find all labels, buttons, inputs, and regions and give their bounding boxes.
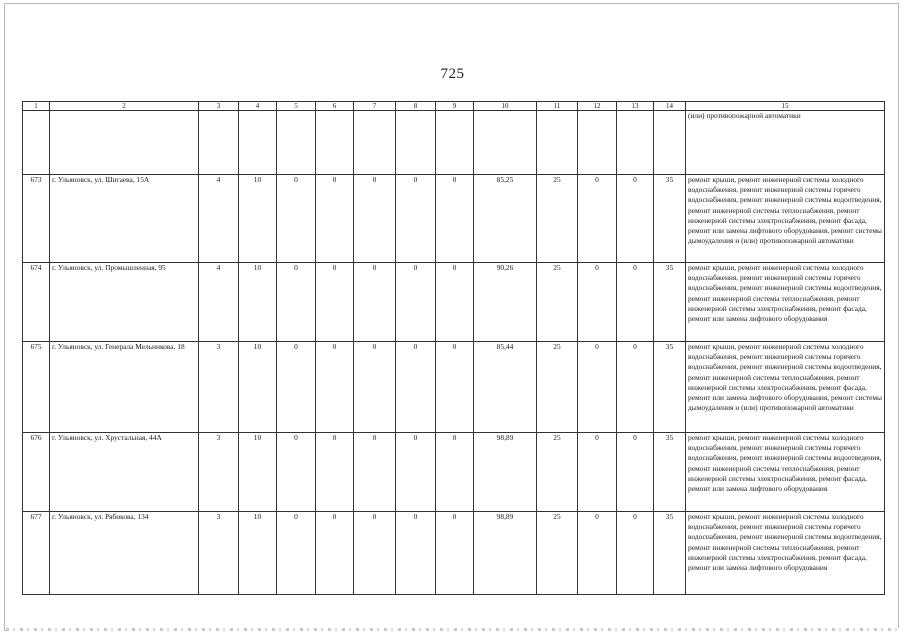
works-list: ремонт крыши, ремонт инженерной системы холодного водоснабжения, ремонт инженерной системы горячего водоснабжения, ремонт инженерной системы водоотведения, ремонт инженерной системы теплоснабжения, ремонт инженерной системы электроснабжения, ремонт фасада, ремонт или замена лифтового оборудования, ремонт системы дымоудаления и (или) противопожарной автоматики xyxy=(686,175,885,263)
cell xyxy=(654,111,686,175)
value-cell: 0 xyxy=(396,512,436,595)
value-cell: 25 xyxy=(537,512,578,595)
works-list: ремонт крыши, ремонт инженерной системы холодного водоснабжения, ремонт инженерной системы горячего водоснабжения, ремонт инженерной системы водоотведения, ремонт инженерной системы теплоснабжения, ремонт инженерной системы электроснабжения, ремонт фасада, ремонт или замена лифтового оборудования, ремонт системы дымоудаления и (или) противопожарной автоматики xyxy=(686,342,885,433)
works-list: (или) противопожарной автоматики xyxy=(686,111,885,175)
value-cell: 0 xyxy=(436,512,474,595)
works-list: ремонт крыши, ремонт инженерной системы холодного водоснабжения, ремонт инженерной системы горячего водоснабжения, ремонт инженерной системы водоотведения, ремонт инженерной системы теплоснабжения, ремонт инженерной системы электроснабжения, ремонт фасада, ремонт или замена лифтового оборудования xyxy=(686,433,885,512)
value-cell: 0 xyxy=(617,342,654,433)
row-number: 677 xyxy=(23,512,50,595)
value-cell: 0 xyxy=(396,433,436,512)
column-header: 9 xyxy=(436,102,474,111)
address: г. Ульяновск, ул. Шигаева, 15А xyxy=(50,175,199,263)
cell xyxy=(50,111,199,175)
address: г. Ульяновск, ул. Промышленная, 95 xyxy=(50,263,199,342)
value-cell: 10 xyxy=(239,342,277,433)
cell xyxy=(474,111,537,175)
column-header: 3 xyxy=(199,102,239,111)
value-cell: 98,89 xyxy=(474,433,537,512)
value-cell: 35 xyxy=(654,342,686,433)
column-header: 2 xyxy=(50,102,199,111)
value-cell: 35 xyxy=(654,175,686,263)
cell xyxy=(277,111,316,175)
value-cell: 10 xyxy=(239,175,277,263)
table-row xyxy=(23,342,885,433)
column-header: 10 xyxy=(474,102,537,111)
value-cell: 0 xyxy=(436,175,474,263)
value-cell: 25 xyxy=(537,263,578,342)
value-cell: 0 xyxy=(396,263,436,342)
value-cell: 35 xyxy=(654,263,686,342)
value-cell: 35 xyxy=(654,433,686,512)
value-cell: 0 xyxy=(277,263,316,342)
value-cell: 0 xyxy=(617,512,654,595)
scan-artifact xyxy=(6,628,899,631)
value-cell: 3 xyxy=(199,512,239,595)
value-cell: 0 xyxy=(578,512,617,595)
value-cell: 35 xyxy=(654,512,686,595)
value-cell: 0 xyxy=(316,175,354,263)
value-cell: 0 xyxy=(578,433,617,512)
value-cell: 0 xyxy=(617,175,654,263)
value-cell: 0 xyxy=(354,512,396,595)
value-cell: 0 xyxy=(316,512,354,595)
value-cell: 10 xyxy=(239,433,277,512)
value-cell: 85,25 xyxy=(474,175,537,263)
value-cell: 0 xyxy=(316,263,354,342)
repair-program-table xyxy=(22,101,885,595)
value-cell: 0 xyxy=(354,342,396,433)
table-row xyxy=(23,512,885,595)
value-cell: 85,44 xyxy=(474,342,537,433)
value-cell: 10 xyxy=(239,512,277,595)
value-cell: 10 xyxy=(239,263,277,342)
cell xyxy=(239,111,277,175)
column-header: 6 xyxy=(316,102,354,111)
value-cell: 0 xyxy=(354,433,396,512)
value-cell: 0 xyxy=(617,433,654,512)
value-cell: 0 xyxy=(316,433,354,512)
value-cell: 0 xyxy=(277,512,316,595)
value-cell: 0 xyxy=(316,342,354,433)
value-cell: 0 xyxy=(578,175,617,263)
value-cell: 0 xyxy=(354,263,396,342)
column-header: 15 xyxy=(686,102,885,111)
cell xyxy=(436,111,474,175)
value-cell: 25 xyxy=(537,342,578,433)
column-header: 4 xyxy=(239,102,277,111)
value-cell: 0 xyxy=(578,342,617,433)
column-header: 13 xyxy=(617,102,654,111)
address: г. Ульяновск, ул. Хрустальная, 44А xyxy=(50,433,199,512)
cell xyxy=(578,111,617,175)
value-cell: 0 xyxy=(396,342,436,433)
value-cell: 98,89 xyxy=(474,512,537,595)
column-header: 8 xyxy=(396,102,436,111)
value-cell: 3 xyxy=(199,433,239,512)
row-number: 675 xyxy=(23,342,50,433)
address: г. Ульяновск, ул. Генерала Мельникова, 18 xyxy=(50,342,199,433)
cell xyxy=(199,111,239,175)
column-header: 12 xyxy=(578,102,617,111)
cell xyxy=(537,111,578,175)
table-row xyxy=(23,263,885,342)
column-header: 1 xyxy=(23,102,50,111)
value-cell: 0 xyxy=(396,175,436,263)
value-cell: 0 xyxy=(578,263,617,342)
continuation-row xyxy=(23,111,885,175)
value-cell: 0 xyxy=(277,175,316,263)
value-cell: 0 xyxy=(436,433,474,512)
value-cell: 3 xyxy=(199,342,239,433)
value-cell: 90,26 xyxy=(474,263,537,342)
value-cell: 0 xyxy=(617,263,654,342)
column-header: 14 xyxy=(654,102,686,111)
value-cell: 0 xyxy=(436,263,474,342)
value-cell: 0 xyxy=(436,342,474,433)
row-number: 676 xyxy=(23,433,50,512)
cell xyxy=(354,111,396,175)
value-cell: 4 xyxy=(199,175,239,263)
row-number: 673 xyxy=(23,175,50,263)
works-list: ремонт крыши, ремонт инженерной системы холодного водоснабжения, ремонт инженерной системы горячего водоснабжения, ремонт инженерной системы водоотведения, ремонт инженерной системы теплоснабжения, ремонт инженерной системы электроснабжения, ремонт фасада, ремонт или замена лифтового оборудования xyxy=(686,512,885,595)
address: г. Ульяновск, ул. Рябикова, 134 xyxy=(50,512,199,595)
cell xyxy=(23,111,50,175)
cell xyxy=(617,111,654,175)
column-header: 5 xyxy=(277,102,316,111)
value-cell: 0 xyxy=(277,342,316,433)
table-row xyxy=(23,433,885,512)
cell xyxy=(396,111,436,175)
value-cell: 0 xyxy=(277,433,316,512)
column-header: 7 xyxy=(354,102,396,111)
page-number: 725 xyxy=(440,66,465,82)
value-cell: 25 xyxy=(537,175,578,263)
works-list: ремонт крыши, ремонт инженерной системы холодного водоснабжения, ремонт инженерной системы горячего водоснабжения, ремонт инженерной системы водоотведения, ремонт инженерной системы теплоснабжения, ремонт инженерной системы электроснабжения, ремонт фасада, ремонт или замена лифтового оборудования xyxy=(686,263,885,342)
cell xyxy=(316,111,354,175)
table-row xyxy=(23,175,885,263)
value-cell: 25 xyxy=(537,433,578,512)
column-header: 11 xyxy=(537,102,578,111)
column-number-row xyxy=(23,102,885,111)
value-cell: 0 xyxy=(354,175,396,263)
row-number: 674 xyxy=(23,263,50,342)
value-cell: 4 xyxy=(199,263,239,342)
